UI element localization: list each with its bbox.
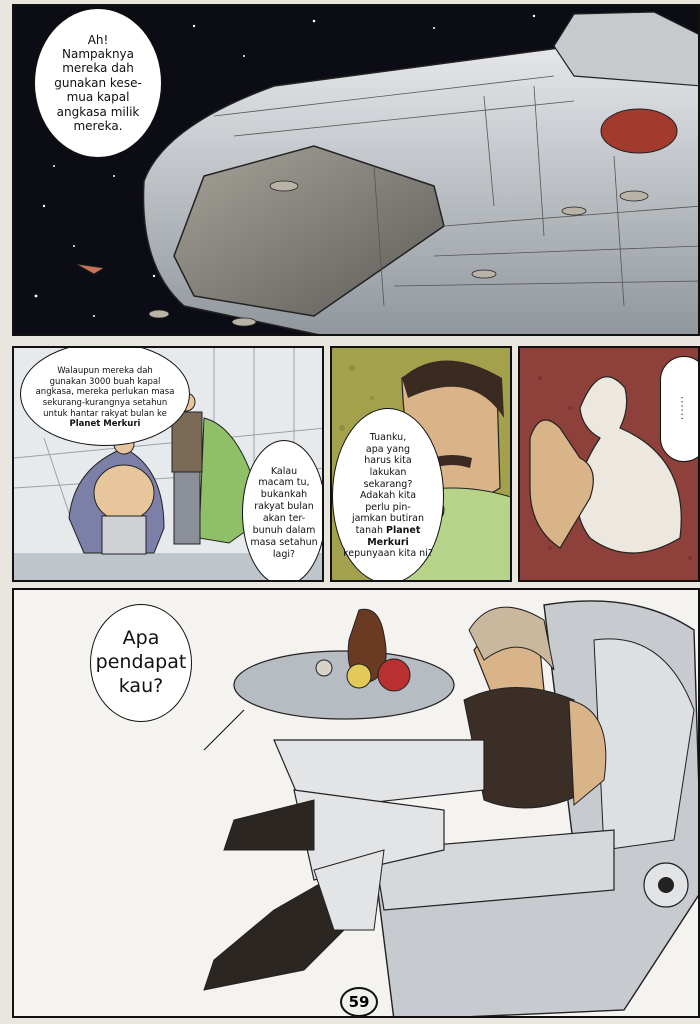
speech-bubble-tuanku — [332, 408, 444, 582]
page-number: 59 — [340, 987, 378, 1017]
bubble-line: untuk hantar rakyat bulan ke — [43, 408, 167, 419]
speech-bubble-narration — [20, 346, 190, 446]
bubble-line: kepunyaan kita ni? — [343, 548, 433, 560]
speech-bubble-silence: ...... — [660, 356, 700, 462]
panel-pouch — [518, 346, 700, 582]
bubble-line: perlu pin- — [365, 501, 411, 513]
bubble-line: angkasa, mereka perlukan masa — [35, 387, 175, 398]
bubble-line: lakukan — [369, 467, 407, 479]
bubble-line: Adakah kita — [359, 490, 417, 502]
bubble-line: gunakan 3000 buah kapal — [49, 376, 161, 387]
bubble-line: Tuanku, — [369, 432, 407, 444]
bubble-line: Walaupun mereka dah — [57, 366, 153, 377]
panel-throne — [12, 588, 700, 1018]
bubble-line: harus kita — [364, 455, 412, 467]
speech-bubble-bottom: Apa pendapat kau? — [90, 604, 192, 722]
bubble-line: tanah Planet Merkuri — [355, 524, 421, 548]
panel-spaceship — [12, 4, 700, 336]
bubble-line: sekarang? — [363, 478, 413, 490]
bubble-line: jamkan butiran — [351, 513, 425, 525]
speech-bubble-top: Ah! Nampaknya mereka dah gunakan kese- mua kapal angkasa milik mereka. — [34, 8, 162, 158]
bubble-bold: Planet Merkuri — [69, 419, 141, 430]
bubble-line: sekurang-kurangnya setahun — [42, 398, 168, 408]
speech-bubble-kalau: Kalau macam tu, bukankah rakyat bulan akan ter- bunuh dalam masa setahun lagi? — [242, 440, 324, 582]
bubble-bold: Planet Merkuri — [367, 524, 421, 548]
bubble-line: apa yang — [365, 443, 411, 455]
panel-advisor — [330, 346, 512, 582]
panel-balcony — [12, 346, 324, 582]
